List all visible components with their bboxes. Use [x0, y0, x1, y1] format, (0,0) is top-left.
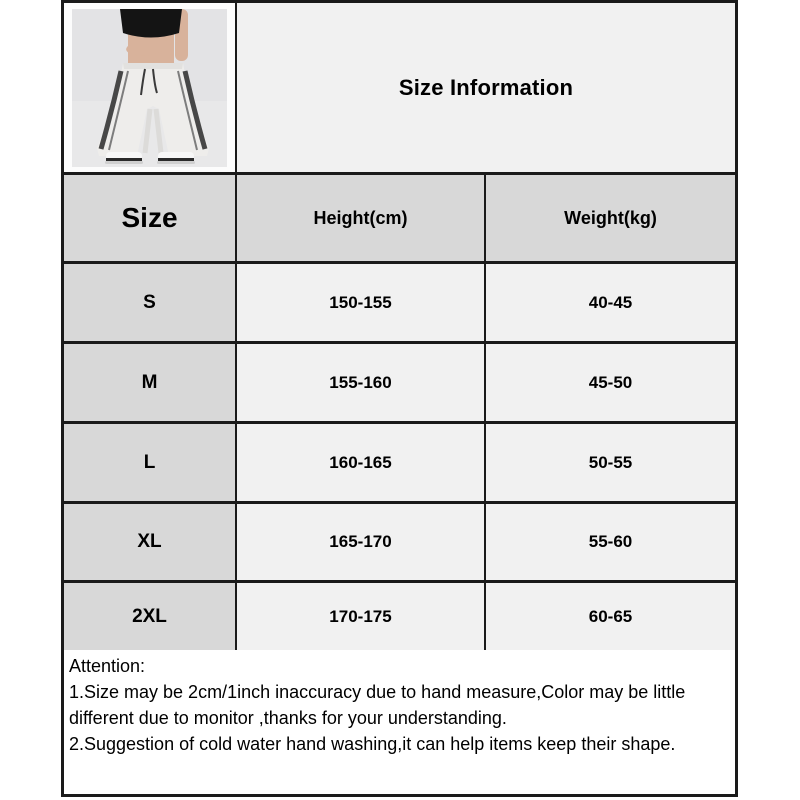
weight-value: 55-60 [484, 504, 735, 580]
page-title: Size Information [235, 3, 735, 172]
size-value: S [64, 264, 235, 341]
height-value: 160-165 [235, 424, 484, 501]
size-value: XL [64, 504, 235, 580]
weight-value: 45-50 [484, 344, 735, 421]
table-row-xl [64, 501, 735, 580]
size-value: M [64, 344, 235, 421]
weight-value: 50-55 [484, 424, 735, 501]
attention-section [64, 650, 735, 794]
column-header-weight: Weight(kg) [484, 175, 735, 261]
height-value: 150-155 [235, 264, 484, 341]
table-row-s [64, 261, 735, 341]
weight-value: 40-45 [484, 264, 735, 341]
table-header-row [64, 172, 735, 261]
table-row-l [64, 421, 735, 501]
column-header-height: Height(cm) [235, 175, 484, 261]
size-value: 2XL [64, 583, 235, 650]
table-row-2xl [64, 580, 735, 650]
weight-value: 60-65 [484, 583, 735, 650]
product-photo-cell [64, 3, 235, 172]
table-row-m [64, 341, 735, 421]
height-value: 155-160 [235, 344, 484, 421]
title-row [64, 3, 735, 172]
size-chart-table [61, 0, 738, 797]
height-value: 170-175 [235, 583, 484, 650]
attention-title: Attention: [69, 656, 146, 676]
column-header-size: Size [64, 175, 235, 261]
height-value: 165-170 [235, 504, 484, 580]
attention-note-1: 1.Size may be 2cm/1inch inaccuracy due to hand measure,Color may be little different due to monitor ,thanks for your understanding. [69, 682, 686, 728]
size-value: L [64, 424, 235, 501]
product-photo [72, 9, 227, 167]
attention-note-2: 2.Suggestion of cold water hand washing,it can help items keep their shape. [69, 734, 676, 754]
